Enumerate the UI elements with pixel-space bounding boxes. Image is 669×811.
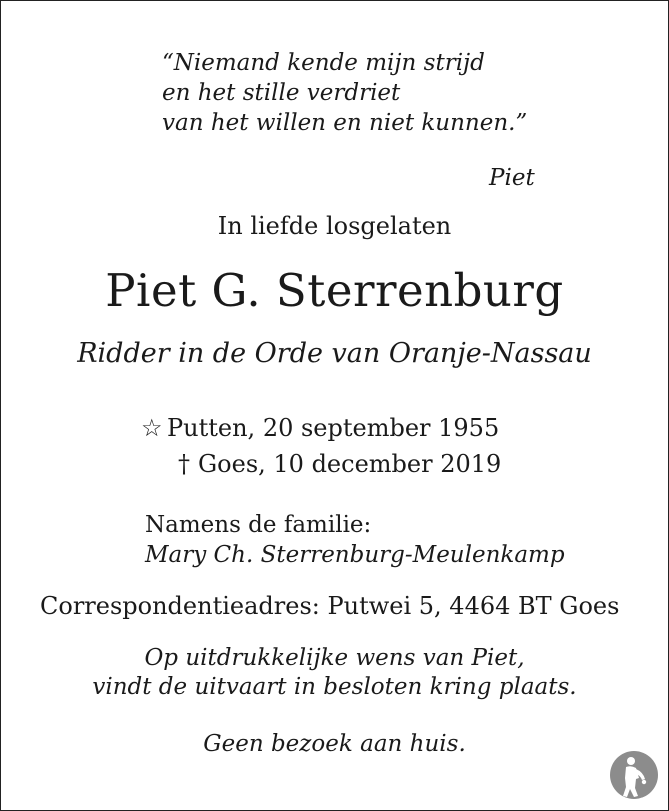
poem-line-2: en het stille verdriet: [162, 80, 401, 106]
wish-line-1: Op uitdrukkelijke wens van Piet,: [144, 645, 525, 671]
memorial-figure-icon: [609, 750, 659, 800]
poem-line-3: van het willen en niet kunnen.”: [162, 110, 528, 136]
birth-date: Putten, 20 september 1955: [167, 414, 500, 442]
family-name: Mary Ch. Sterrenburg-Meulenkamp: [145, 542, 565, 568]
correspondence-address: Correspondentieadres: Putwei 5, 4464 BT Goes: [40, 592, 620, 620]
star-icon: ☆: [141, 414, 163, 442]
intro-text: In liefde losgelaten: [217, 212, 452, 240]
no-visit-text: Geen bezoek aan huis.: [203, 731, 466, 757]
wish-line-2: vindt de uitvaart in besloten kring plaats.: [92, 674, 577, 700]
death-date: Goes, 10 december 2019: [198, 450, 502, 478]
family-label: Namens de familie:: [145, 512, 372, 538]
poem-author: Piet: [489, 165, 535, 191]
cross-icon: †: [178, 450, 190, 478]
poem-line-1: “Niemand kende mijn strijd: [162, 50, 485, 76]
honor-title: Ridder in de Orde van Oranje-Nassau: [77, 338, 592, 369]
birth-line: [141, 414, 499, 442]
deceased-name: Piet G. Sterrenburg: [105, 264, 564, 317]
death-line: [178, 450, 501, 478]
